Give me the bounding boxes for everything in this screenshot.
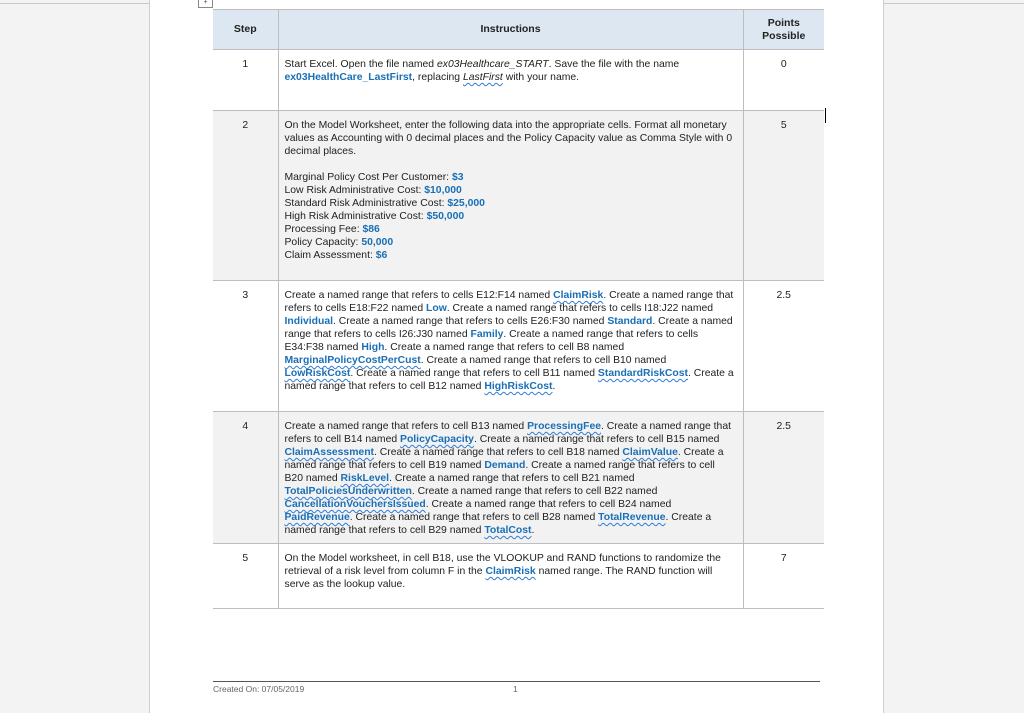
instruction-text: Create a named range that refers to cell B13 named ProcessingFee. Create a named range that refers to cell B14 named PolicyCapacity. Create a named range that refers to cell B15 named ClaimAssessment. Create a named range that refers to cell B18 named ClaimValue. Create a named range that refers to cell B19 named Demand. Create a named range that refers to cell B20 named RiskLevel. Create a named range that refers to cell B21 named TotalPoliciesUnderwritten. Create a named range that refers to cell B22 named CancellationVouchersIssued. Create a named range that refers to cell B24 named PaidRevenue. Create a named range that refers to cell B28 named TotalRevenue. Create a named range that refers to cell B29 named TotalCost.: [278, 412, 743, 544]
list-item: Low Risk Administrative Cost: $10,000: [284, 185, 462, 196]
table-row: [213, 111, 824, 281]
instructions-table: [213, 9, 824, 609]
header-instructions: Instructions: [278, 10, 743, 50]
list-item: Processing Fee: $86: [284, 224, 380, 235]
table-row: [213, 281, 824, 412]
list-item: Policy Capacity: 50,000: [284, 237, 394, 248]
instruction-text: On the Model Worksheet, enter the following data into the appropriate cells. Format all monetary values as Accounting with 0 decimal places and the Policy Capacity value as Comma Style with 0 decimal places. Marginal Policy Cost Per Customer: $3 Low Risk Administrative Cost: $10,000 Standard Risk Administrative Cost: $25,000 High Risk Administrative Cost: $50,000 Processing Fee: $86 Policy Capacity: 50,000 Claim Assessment: $6: [278, 111, 743, 281]
step-number: 3: [213, 281, 278, 412]
text-cursor: [825, 108, 826, 123]
footer-page-number: 1: [513, 684, 518, 694]
instruction-text: Start Excel. Open the file named ex03Healthcare_START. Save the file with the name ex03HealthCare_LastFirst, replacing LastFirst with your name.: [278, 50, 743, 111]
instruction-text: On the Model worksheet, in cell B18, use the VLOOKUP and RAND functions to randomize the retrieval of a risk level from column F in the ClaimRisk named range. The RAND function will serve as the lookup value.: [278, 544, 743, 609]
table-row: [213, 50, 824, 111]
step-number: 4: [213, 412, 278, 544]
table-row: [213, 412, 824, 544]
step-number: 1: [213, 50, 278, 111]
list-item: Claim Assessment: $6: [284, 250, 388, 261]
footer-divider: [213, 681, 820, 682]
points-value: 0: [743, 50, 824, 111]
list-item: High Risk Administrative Cost: $50,000: [284, 211, 465, 222]
points-value: 2.5: [743, 412, 824, 544]
points-value: 2.5: [743, 281, 824, 412]
instruction-text: Create a named range that refers to cells E12:F14 named ClaimRisk. Create a named range that refers to cells E18:F22 named Low. Create a named range that refers to cells I18:J22 named Individual. Create a named range that refers to cells E26:F30 named Standard. Create a named range that refers to cells I26:J30 named Family. Create a named range that refers to cells E34:F38 named High. Create a named range that refers to cell B8 named MarginalPolicyCostPerCust. Create a named range that refers to cell B10 named LowRiskCost. Create a named range that refers to cell B11 named StandardRiskCost. Create a named range that refers to cell B12 named HighRiskCost.: [278, 281, 743, 412]
points-value: 7: [743, 544, 824, 609]
header-points: Points Possible: [743, 10, 824, 50]
table-move-handle-icon[interactable]: +: [198, 0, 213, 8]
step-number: 2: [213, 111, 278, 281]
footer-created-date: Created On: 07/05/2019: [213, 684, 305, 694]
data-list: [285, 171, 735, 262]
list-item: Marginal Policy Cost Per Customer: $3: [284, 172, 464, 183]
list-item: Standard Risk Administrative Cost: $25,000: [284, 198, 485, 209]
step-number: 5: [213, 544, 278, 609]
table-row: [213, 544, 824, 609]
header-step: Step: [213, 10, 278, 50]
table-header-row: [213, 10, 824, 50]
points-value: 5: [743, 111, 824, 281]
